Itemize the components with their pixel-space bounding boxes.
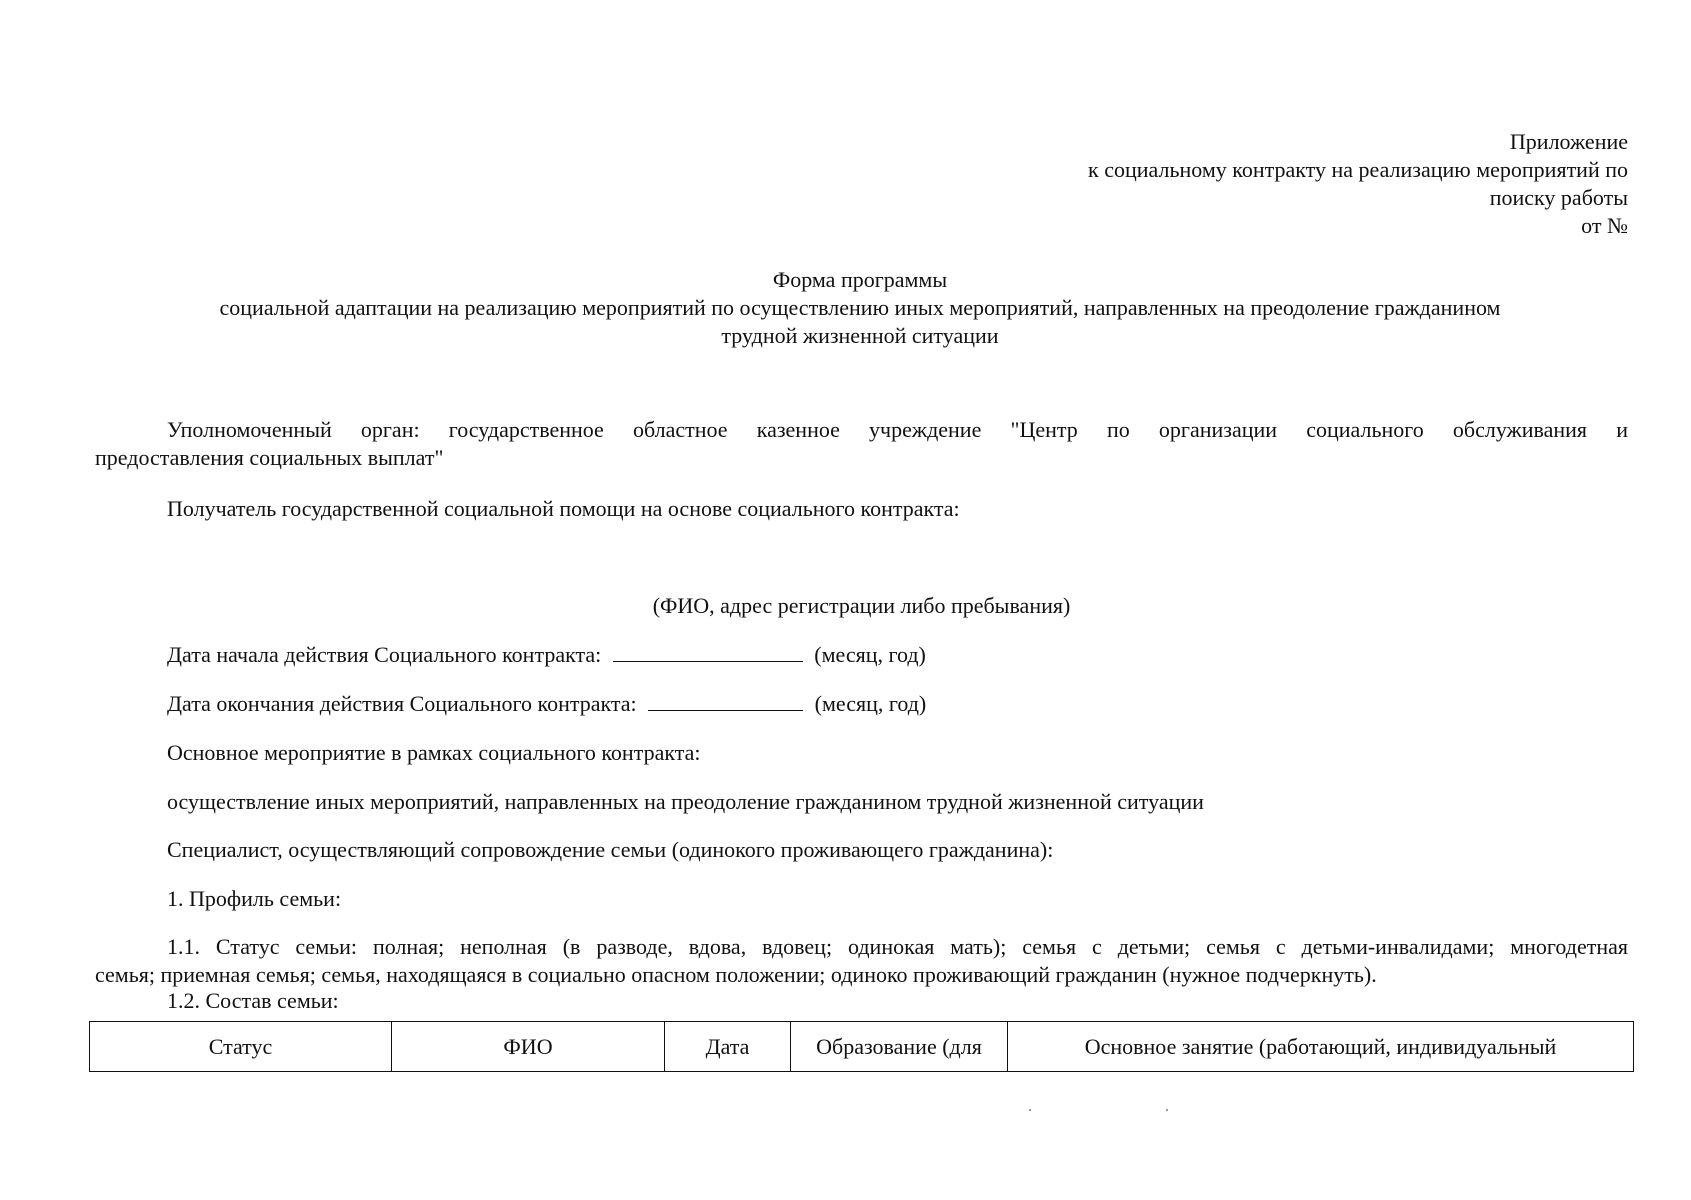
section-1-1-line2: семья; приемная семья; семья, находящаяся в социально опасном положении; одиноко проживающий гражданин (нужное подчеркнуть). xyxy=(95,962,1377,987)
start-date-row xyxy=(95,641,1628,669)
scan-speck xyxy=(1166,1109,1168,1111)
section-1-1-line1: 1.1. Статус семьи: полная; неполная (в разводе, вдова, вдовец; одинокая мать); семья с детьми; семья с детьми-инвалидами; многодетная xyxy=(167,934,1628,959)
recipient-label: Получатель государственной социальной помощи на основе социального контракта: xyxy=(167,496,960,521)
start-date-blank[interactable] xyxy=(613,641,803,662)
table-header-cell: ФИО xyxy=(392,1022,665,1072)
recipient-caption: (ФИО, адрес регистрации либо пребывания) xyxy=(652,593,1071,618)
section-1-1-paragraph xyxy=(95,933,1628,989)
start-date-label: Дата начала действия Социального контракта: xyxy=(167,642,602,667)
authority-line1: Уполномоченный орган: государственное областное казенное учреждение "Центр по организации социального обслуживания и xyxy=(167,417,1628,442)
main-activity-label: Основное мероприятие в рамках социального контракта: xyxy=(167,740,701,765)
section-1-title: 1. Профиль семьи: xyxy=(167,886,342,911)
appendix-reference-cont: поиску работы xyxy=(1489,185,1628,210)
end-date-blank[interactable] xyxy=(648,690,803,711)
appendix-reference: к социальному контракту на реализацию мероприятий по xyxy=(1088,157,1628,182)
start-date-suffix: (месяц, год) xyxy=(814,642,926,667)
end-date-label: Дата окончания действия Социального контракта: xyxy=(167,691,637,716)
table-header-cell: Дата xyxy=(665,1022,791,1072)
appendix-number: от № xyxy=(1581,213,1628,238)
table-header-row xyxy=(90,1022,1634,1072)
main-activity-value: осуществление иных мероприятий, направленных на преодоление гражданином трудной жизненной ситуации xyxy=(167,789,1204,814)
family-composition-table xyxy=(89,1021,1634,1072)
authority-paragraph xyxy=(95,416,1628,472)
form-title-line2: социальной адаптации на реализацию мероприятий по осуществлению иных мероприятий, направленных на преодоление гражданином xyxy=(219,295,1501,320)
specialist-label: Специалист, осуществляющий сопровождение семьи (одинокого проживающего гражданина): xyxy=(167,837,1054,862)
end-date-suffix: (месяц, год) xyxy=(814,691,927,716)
table-header-cell: Статус xyxy=(90,1022,392,1072)
form-title xyxy=(95,266,1625,350)
table-header-cell: Основное занятие (работающий, индивидуальный xyxy=(1008,1022,1634,1072)
authority-line2: предоставления социальных выплат" xyxy=(95,445,444,470)
section-1-2-title: 1.2. Состав семьи: xyxy=(167,988,339,1013)
scan-speck xyxy=(1029,1109,1031,1111)
end-date-row xyxy=(95,690,1628,718)
table-header-cell: Образование (для xyxy=(791,1022,1008,1072)
form-title-line3: трудной жизненной ситуации xyxy=(721,323,999,348)
appendix-header xyxy=(828,128,1628,240)
appendix-title: Приложение xyxy=(1509,129,1628,154)
form-title-line1: Форма программы xyxy=(772,267,948,292)
